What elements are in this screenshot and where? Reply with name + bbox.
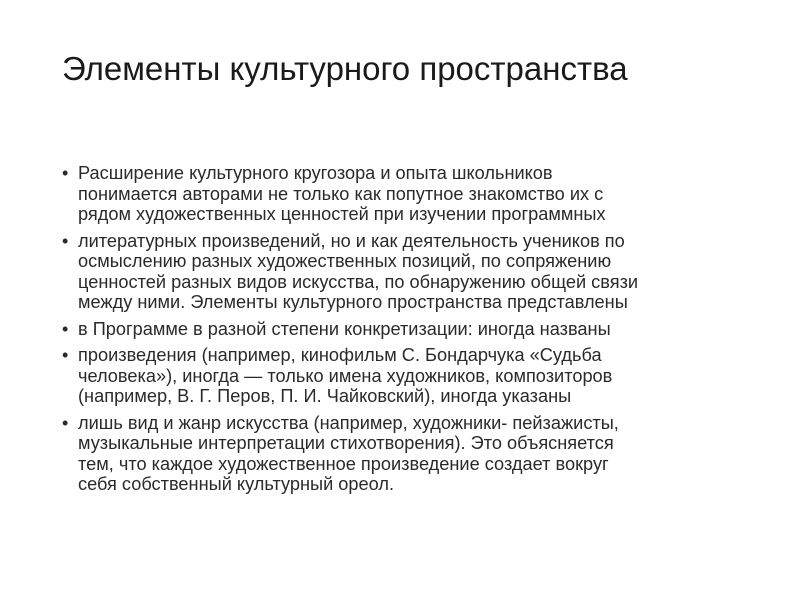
bullet-text-line: в Программе в разной степени конкретизации: иногда названы (78, 318, 611, 339)
bullet-text-line: себя собственный культурный ореол. (78, 474, 395, 494)
bullet-text-line: ценностей разных видов искусства, по обнаружению общей связи (78, 271, 639, 292)
bullet-text-line: понимается авторами не только как попутное знакомство их с (78, 183, 604, 204)
bullet-text-line: человека»), иногда — только имена художников, композиторов (78, 365, 613, 386)
bullet-text-line: (например, В. Г. Перов, П. И. Чайковский), иногда указаны (78, 386, 572, 406)
bullet-item (62, 231, 752, 313)
bullet-text-line: Расширение культурного кругозора и опыта школьников (78, 163, 553, 183)
bullet-text-line: между ними. Элементы культурного пространства представлены (78, 292, 628, 312)
bullet-text (78, 345, 612, 407)
bullet-list (62, 163, 752, 501)
bullet-item (62, 345, 752, 407)
slide-title: Элементы культурного пространства (62, 50, 628, 87)
bullet-item (62, 413, 752, 495)
bullet-item (62, 163, 752, 225)
bullet-text-line: произведения (например, кинофильм С. Бондарчука «Судьба (78, 345, 602, 365)
bullet-marker: • (62, 230, 69, 251)
bullet-text-line: осмыслению разных художественных позиций, по сопряжению (78, 251, 612, 271)
bullet-text-line: музыкальные интерпретации стихотворения). Это объясняется (78, 433, 614, 453)
bullet-text (78, 319, 611, 340)
bullet-marker: • (62, 318, 69, 339)
bullet-text (78, 163, 606, 225)
bullet-marker: • (62, 163, 69, 183)
bullet-text-line: лишь вид и жанр искусства (например, художники- пейзажисты, (78, 412, 619, 433)
bullet-item (62, 319, 752, 340)
bullet-text (78, 231, 638, 313)
bullet-text-line: литературных произведений, но и как деятельность учеников по (78, 230, 625, 251)
bullet-text-line: рядом художественных ценностей при изучении программных (78, 204, 606, 224)
bullet-marker: • (62, 345, 69, 365)
bullet-marker: • (62, 412, 69, 433)
bullet-text (78, 413, 619, 495)
bullet-text-line: тем, что каждое художественное произведение создает вокруг (78, 453, 609, 474)
